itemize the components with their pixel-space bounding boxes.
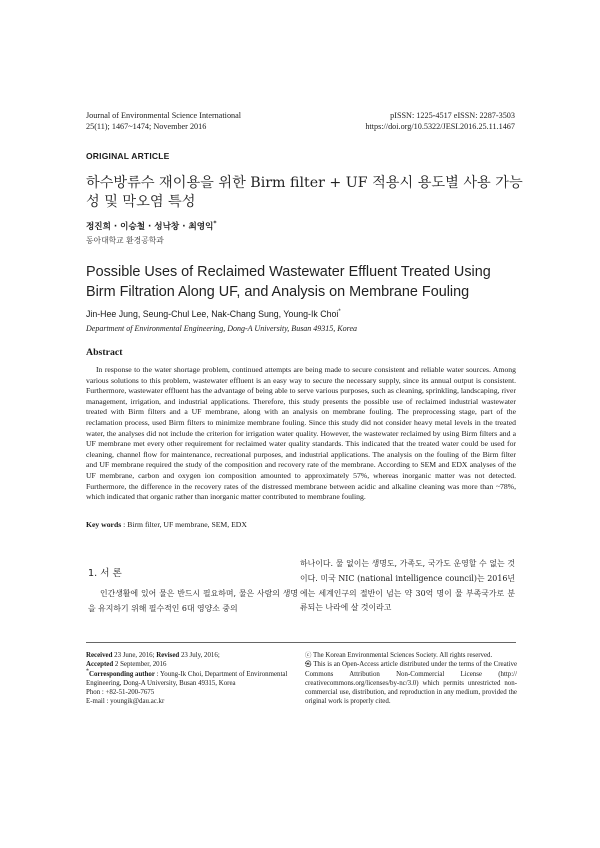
corresponding-label: Corresponding author <box>89 670 155 678</box>
copyright-icon: ⓒ <box>305 651 312 659</box>
english-authors <box>86 309 341 319</box>
accepted-line <box>86 660 296 669</box>
journal-header <box>86 110 326 132</box>
footnote-dates <box>86 651 296 707</box>
accepted-label: Accepted <box>86 661 114 669</box>
corresponding-star: * <box>86 668 89 675</box>
revised-date: 23 July, 2016; <box>179 652 220 659</box>
copyright-text: The Korean Environmental Sciences Society. All rights reserved. <box>311 652 493 659</box>
corresponding-mark-ko: * <box>213 220 217 228</box>
license-text: This is an Open-Access article distributed under the terms of the Creative Commons Attribution Non-Commercial License (http:// creativecommons.org/licenses/by-nc/3.0) which permits unrestricted non-commercial use, distribution, and reproduction in any medium, provided the original work is properly cited. <box>305 661 518 706</box>
section-title: 1. 서 론 <box>88 568 122 579</box>
journal-name: Journal of Environmental Science International <box>86 111 242 120</box>
corresponding-mark-en: * <box>338 309 341 316</box>
body-column-left: 인간생활에 있어 물은 반드시 필요하며, 물은 사람의 생명을 유지하기 위해 필수적인 6대 영양소 중의 <box>88 589 298 613</box>
received-label: Received <box>86 652 113 659</box>
english-affiliation: Department of Environmental Engineering, Dong-A University, Busan 49315, Korea <box>86 324 358 333</box>
revised-label: Revised <box>156 652 180 659</box>
abstract-text: In response to the water shortage problem, continued attempts are being made to secure consistent and reliable water sources. Among various solutions to this problem, wastewater effluent is an easy way to secure the necessary supply, since its annual output is consistent. Furthermore, wastewater effluent has the advantage of being able to serve various purposes, such as cleaning, sprinkling, landscaping, river management, irrigation, and industrial applications. Therefore, this study presents the possible use of reclaimed industrial wastewater treated with Birm filters and a UF membrane, along with an analysis on membrane fouling. The preprocessing stage, part of the reclamation process, used Birm filters to minimize membrane fouling. Since this study did not consider heavy metal levels in the treated water, the analyses did not include the criterion for irrigation water quality. However, the wastewater reclaimed by using Birm filters and a UF membrane met every other requirement for reclaimed water quality standards. This indicated that the treated water could be used for cleaning, channel flow for maintenance, recreational purposes, and industrial applications. The analysis on the fouling of the Birm filter and UF membrane required the study of the composition and recovery rate of the membrane. According to SEM and EDX analyses of the UF membrane, carbon and oxygen ion composition amounted to approximately 57%, whereas inorganic matter was not detected. Furthermore, the difference in the recovery rates of the distressed membrane between acidic and alkaline cleaning was more than ~78%, which indicated that organic rather than inorganic matter contributed to membrane fouling. <box>86 365 516 502</box>
email-line[interactable]: E-mail : youngik@dau.ac.kr <box>86 698 165 706</box>
korean-affiliation: 동아대학교 환경공학과 <box>86 236 164 245</box>
journal-volume: 25(11); 1467~1474; November 2016 <box>86 122 207 131</box>
accepted-date: 2 September, 2016 <box>113 661 167 669</box>
article-type: ORIGINAL ARTICLE <box>86 151 170 161</box>
footnote-divider <box>86 642 516 643</box>
license-line <box>305 660 517 706</box>
korean-authors <box>86 220 217 232</box>
received-date: 23 June, 2016; <box>112 652 157 659</box>
issn: pISSN: 1225-4517 eISSN: 2287-3503 <box>390 111 515 120</box>
license-icon: ㉿ <box>305 660 312 669</box>
keywords-values: : Birm filter, UF membrane, SEM, EDX <box>121 520 247 529</box>
korean-title: 하수방류수 재이용을 위한 Birm filter + UF 적용시 용도별 사용 가능성 및 막오염 특성 <box>86 175 523 210</box>
copyright-line <box>305 651 517 660</box>
english-author-list: Jin-Hee Jung, Seung-Chul Lee, Nak-Chang Sung, Young-Ik Choi <box>86 309 339 319</box>
abstract-heading: Abstract <box>86 347 123 358</box>
corresponding-info: : Young-Ik Choi, Department of Environmental Engineering, Dong-A University, Busan 49315, Korea <box>86 670 288 687</box>
corresponding-line <box>86 670 296 689</box>
doi-link[interactable]: https://doi.org/10.5322/JESI.2016.25.11.1467 <box>365 122 515 131</box>
body-column-right: 하나이다. 물 없이는 생명도, 가족도, 국가도 운영할 수 없는 것이다. 미국 NIC (national intelligence council)는 2016년에는 세계인구의 절반이 넘는 약 30억 명이 물 부족국가로 분류되는 나라에 살 것이라고 <box>300 559 515 613</box>
received-line <box>86 651 296 660</box>
footnote-license <box>305 651 517 707</box>
keywords-label: Key words <box>86 520 122 529</box>
english-title: Possible Uses of Reclaimed Wastewater Effluent Treated Using Birm Filtration Along UF, and Analysis on Membrane Fouling <box>86 264 491 300</box>
keywords <box>86 520 247 529</box>
issn-header <box>300 110 515 132</box>
korean-author-list: 정진희 · 이승철 · 성낙창 · 최영익 <box>86 222 214 232</box>
phone-line: Phon : +82-51-200-7675 <box>86 689 155 697</box>
